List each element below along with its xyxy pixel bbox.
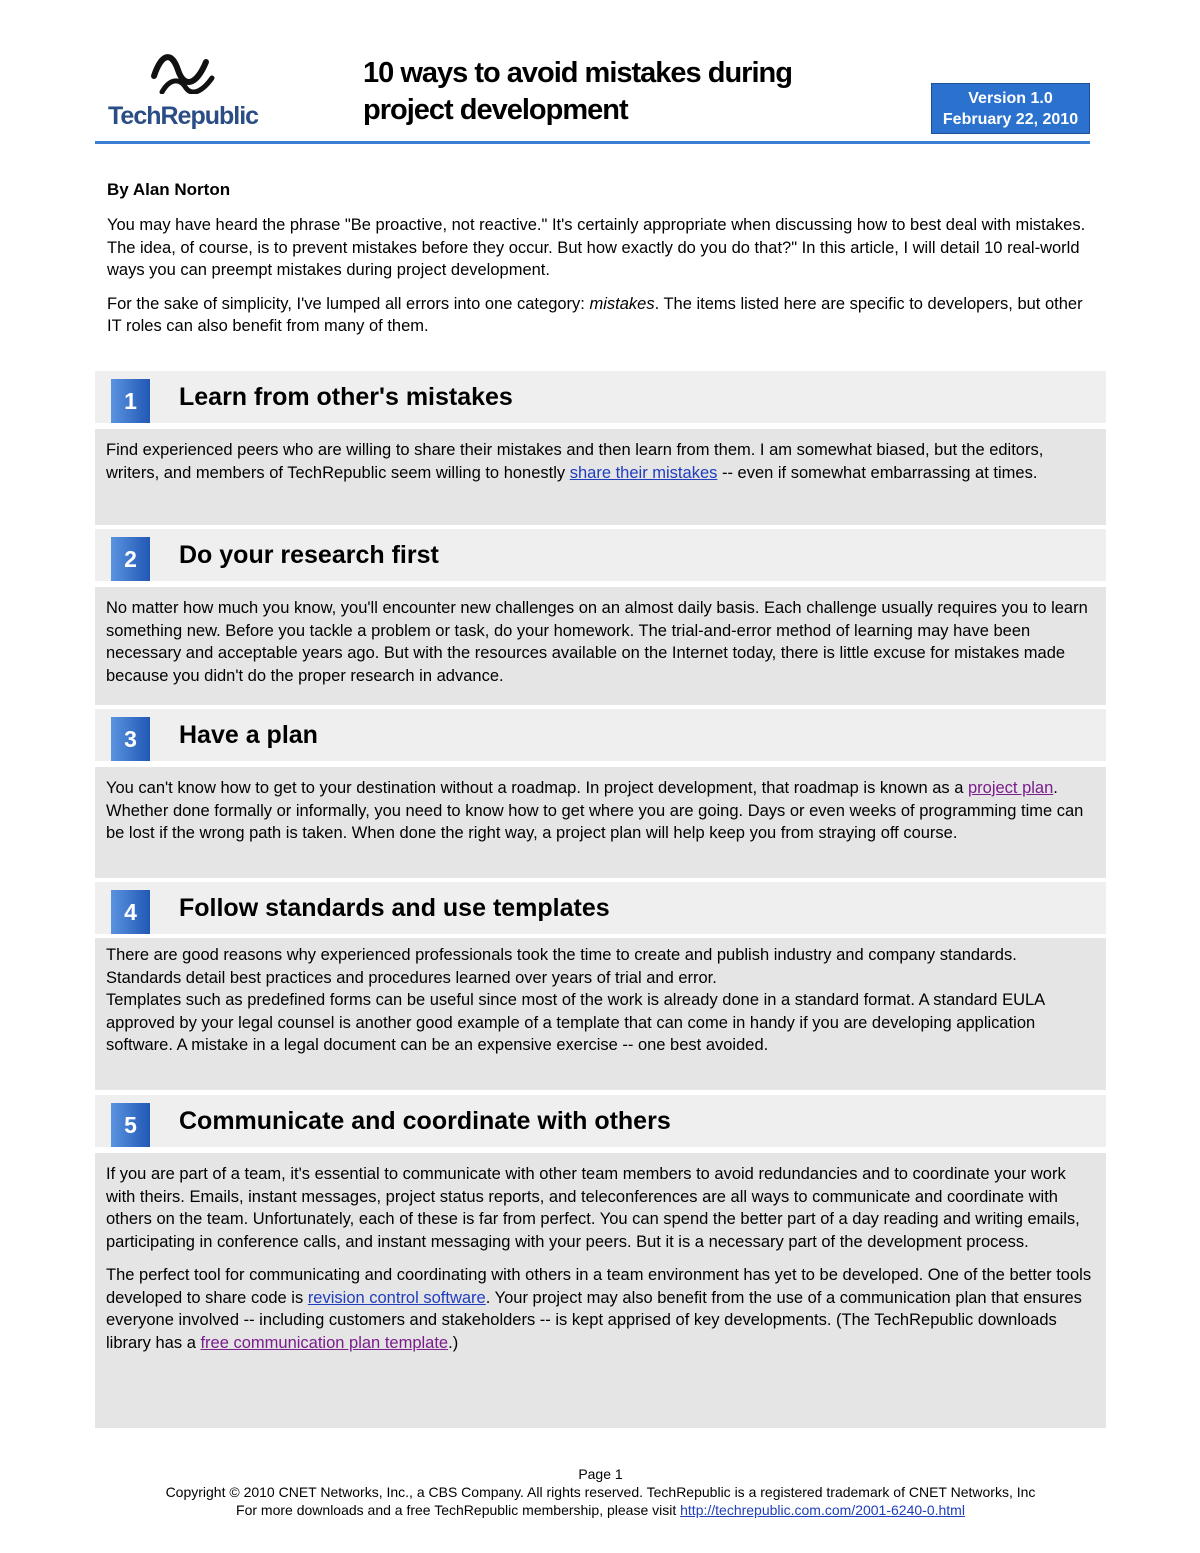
version-label: Version 1.0 — [968, 90, 1053, 107]
section-title: Do your research first — [179, 541, 439, 569]
section-number-badge: 3 — [111, 717, 150, 761]
footer-text: For more downloads and a free TechRepublic membership, please visit — [236, 1502, 681, 1518]
techrepublic-url-link[interactable]: http://techrepublic.com.com/2001-6240-0.html — [680, 1502, 965, 1518]
section-5-body — [95, 1153, 1106, 1428]
section-1-header — [95, 371, 1106, 423]
document-header — [95, 0, 1090, 150]
body-text: -- even if somewhat embarrassing at times. — [717, 463, 1038, 482]
section-1-body — [95, 429, 1106, 525]
section-4-header — [95, 882, 1106, 934]
section-paragraph: Templates such as predefined forms can be useful since most of the work is already done in a standard format. A standard EULA approved by your legal counsel is another good example of a template that can come in handy if you are developing application software. A mistake in a legal document can be an expensive exercise -- one best avoided. — [106, 991, 1045, 1054]
intro-text: For the sake of simplicity, I've lumped all errors into one category: — [107, 294, 590, 313]
footer-more — [95, 1501, 1106, 1519]
section-paragraph: If you are part of a team, it's essential to communicate with other team members to avoid redundancies and to coordinate your work with theirs. Emails, instant messages, project status reports, and teleconferences are all ways to communicate and coordinate with others on the team. Unfortunately, each of these is far from perfect. You can spend the better part of a day reading and writing emails, participating in conference calls, and instant messaging with your peers. But it is a necessary part of the development process. — [106, 1165, 1080, 1251]
document-title — [363, 55, 883, 129]
section-number-badge: 5 — [111, 1103, 150, 1147]
section-title: Learn from other's mistakes — [179, 383, 513, 411]
section-paragraph — [106, 777, 1094, 845]
section-3-header — [95, 709, 1106, 761]
section-paragraph: No matter how much you know, you'll encounter new challenges on an almost daily basis. Each challenge usually requires you to learn something new. Before you tackle a problem or task, do your homework. The trial-and-error method of learning may have been necessary and acceptable years ago. But with the resources available on the Internet today, there is little excuse for mistakes made because you didn't do the proper research in advance. — [106, 599, 1088, 685]
page-number: Page 1 — [578, 1466, 623, 1482]
title-line-2: project development — [363, 94, 628, 126]
body-text: The perfect tool for communicating and coordinating with others in a team environment has yet to be developed. One of the better tools developed to share code is — [106, 1266, 1092, 1307]
section-2-header — [95, 529, 1106, 581]
techrepublic-logo — [108, 46, 283, 136]
body-text: . Whether done formally or informally, you need to know how to get where you are going. Days or even weeks of programming time can be lost if the wrong path is taken. When done the right way, a project plan will help keep you from straying off course. — [106, 779, 1084, 842]
section-number-badge: 4 — [111, 890, 150, 934]
version-badge — [931, 83, 1090, 134]
intro-emphasis: mistakes — [589, 294, 655, 313]
section-title: Follow standards and use templates — [179, 894, 610, 922]
share-their-mistakes-link[interactable]: share their mistakes — [569, 463, 718, 482]
title-line-1: 10 ways to avoid mistakes during — [363, 57, 792, 89]
section-paragraph: There are good reasons why experienced professionals took the time to create and publish industry and company standards. Standards detail best practices and procedures learned over years of trial and error. — [106, 946, 1017, 987]
section-title: Communicate and coordinate with others — [179, 1107, 671, 1135]
section-paragraph — [106, 439, 1094, 484]
body-text: .) — [448, 1333, 459, 1352]
section-title: Have a plan — [179, 721, 318, 749]
section-number-badge: 2 — [111, 537, 150, 581]
section-3-body — [95, 767, 1106, 878]
revision-control-software-link[interactable]: revision control software — [307, 1288, 486, 1307]
body-text: . Your project may also benefit from the use of a communication plan that ensures everyone involved -- including customers and stakeholders -- is kept apprised of key developments. (The TechRepublic downloads library has a — [106, 1288, 1082, 1352]
copyright-notice: Copyright © 2010 CNET Networks, Inc., a CBS Company. All rights reserved. TechRepublic is a registered trademark of CNET Networks, Inc — [165, 1484, 1036, 1500]
body-text: You can't know how to get to your destination without a roadmap. In project development, that roadmap is known as a — [106, 779, 968, 797]
author-byline: By Alan Norton — [107, 180, 231, 199]
logo-waves-icon — [148, 48, 218, 94]
header-divider — [95, 141, 1090, 144]
section-paragraph — [106, 1264, 1094, 1354]
intro-text: . The items listed here are specific to developers, but other IT roles can also benefit from many of them. — [107, 294, 1083, 335]
section-2-body — [95, 587, 1106, 705]
page-footer — [95, 1465, 1106, 1519]
body-text: Find experienced peers who are willing to share their mistakes and then learn from them. I am somewhat biased, but the editors, writers, and members of TechRepublic seem willing to honestly — [106, 441, 1044, 482]
intro — [107, 214, 1092, 349]
project-plan-link[interactable]: project plan — [967, 779, 1054, 797]
section-4-body — [95, 938, 1106, 1090]
communication-plan-template-link[interactable]: free communication plan template — [200, 1333, 449, 1352]
intro-paragraph-1: You may have heard the phrase "Be proactive, not reactive." It's certainly appropriate when discussing how to best deal with mistakes. The idea, of course, is to prevent mistakes before they occur. But how exactly do you do that?" In this article, I will detail 10 real-world ways you can preempt mistakes during project development. — [107, 216, 1086, 279]
date-label: February 22, 2010 — [942, 111, 1079, 128]
logo-text: TechRepublic — [108, 102, 259, 130]
section-number-badge: 1 — [111, 379, 150, 423]
section-5-header — [95, 1095, 1106, 1147]
intro-paragraph-2 — [107, 293, 1092, 338]
